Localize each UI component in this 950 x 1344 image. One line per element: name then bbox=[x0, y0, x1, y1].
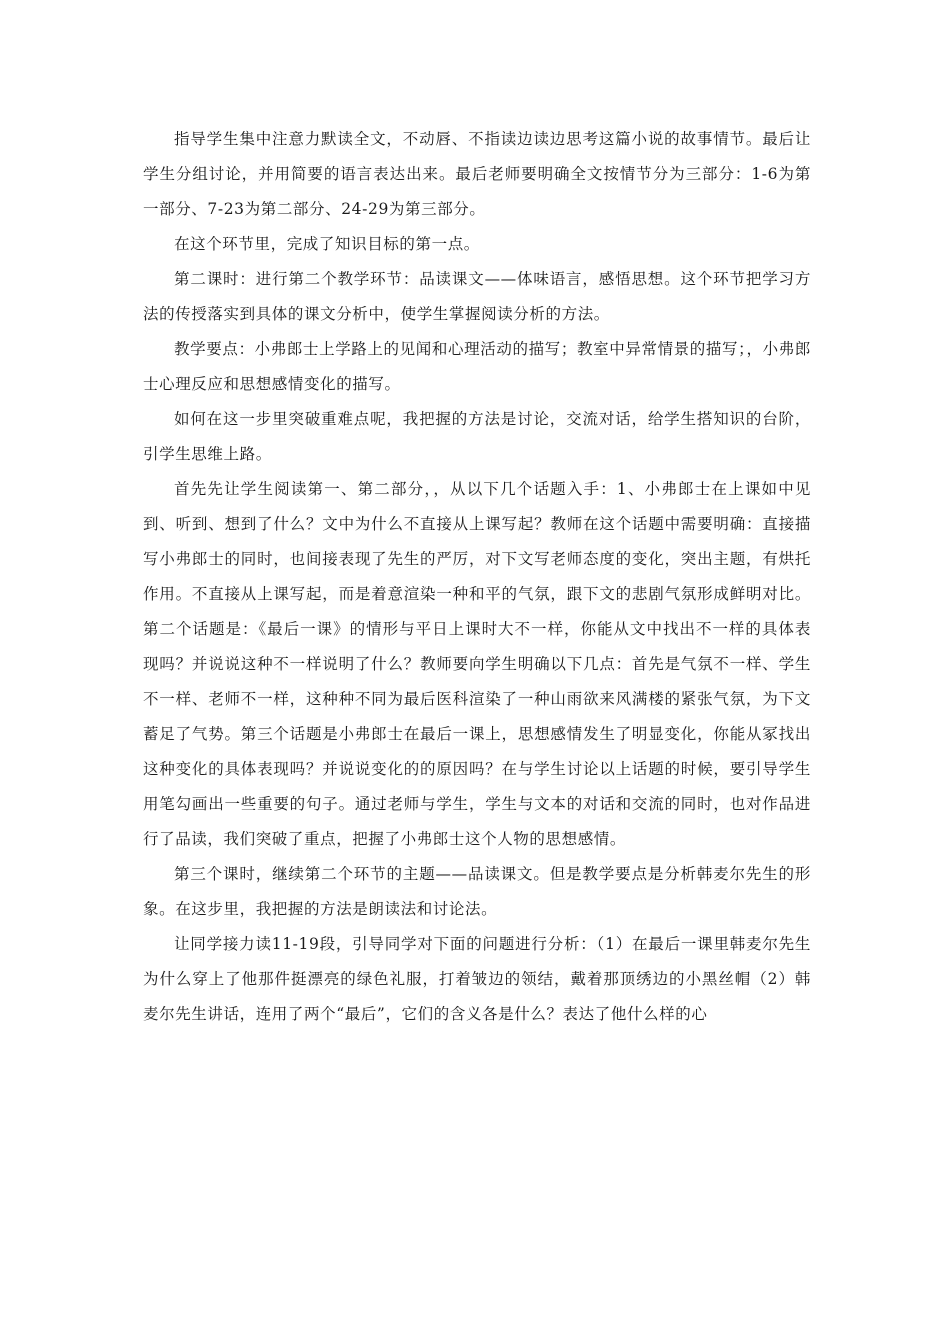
paragraph-4: 教学要点：小弗郎士上学路上的见闻和心理活动的描写；教室中异常情景的描写；，小弗郎士心理反应和思想感情变化的描写。 bbox=[143, 340, 811, 393]
paragraph-8: 让同学接力读11-19段，引导同学对下面的问题进行分析：（1）在最后一课里韩麦尔先生为什么穿上了他那件挺漂亮的绿色礼服，打着皱边的领结，戴着那顶绣边的小黑丝帽（2）韩麦尔先生讲话，连用了两个“最后”，它们的含义各是什么？表达了他什么样的心 bbox=[143, 935, 811, 1023]
paragraph-5: 如何在这一步里突破重难点呢，我把握的方法是讨论，交流对话，给学生搭知识的台阶，引学生思维上路。 bbox=[143, 410, 811, 463]
paragraph-6: 首先先让学生阅读第一、第二部分，，从以下几个话题入手：1、小弗郎士在上课如中见到、听到、想到了什么？文中为什么不直接从上课写起？教师在这个话题中需要明确：直接描写小弗郎士的同时，也间接表现了先生的严厉，对下文写老师态度的变化，突出主题，有烘托作用。不直接从上课写起，而是着意渲染一种和平的气氛，跟下文的悲剧气氛形成鲜明对比。第二个话题是：《最后一课》的情形与平日上课时大不一样，你能从文中找出不一样的具体表现吗？并说说这种不一样说明了什么？教师要向学生明确以下几点：首先是气氛不一样、学生不一样、老师不一样，这种种不同为最后医科渲染了一种山雨欲来风满楼的紧张气氛，为下文蓄足了气势。第三个话题是小弗郎士在最后一课上，思想感情发生了明显变化，你能从冢找出这种变化的具体表现吗？并说说变化的的原因吗？在与学生讨论以上话题的时候，要引导学生用笔勾画出一些重要的句子。通过老师与学生，学生与文本的对话和交流的同时，也对作品进行了品读，我们突破了重点，把握了小弗郎士这个人物的思想感情。 bbox=[143, 480, 811, 848]
paragraph-7: 第三个课时，继续第二个环节的主题——品读课文。但是教学要点是分析韩麦尔先生的形象。在这步里，我把握的方法是朗读法和讨论法。 bbox=[143, 865, 811, 918]
document-body bbox=[143, 122, 811, 1032]
paragraph-3: 第二课时：进行第二个教学环节：品读课文——体味语言，感悟思想。这个环节把学习方法的传授落实到具体的课文分析中，使学生掌握阅读分析的方法。 bbox=[143, 270, 811, 323]
paragraph-1: 指导学生集中注意力默读全文，不动唇、不指读边读边思考这篇小说的故事情节。最后让学生分组讨论，并用简要的语言表达出来。最后老师要明确全文按情节分为三部分：1-6为第一部分、7-23为第二部分、24-29为第三部分。 bbox=[143, 130, 811, 218]
paragraph-2: 在这个环节里，完成了知识目标的第一点。 bbox=[174, 235, 480, 253]
